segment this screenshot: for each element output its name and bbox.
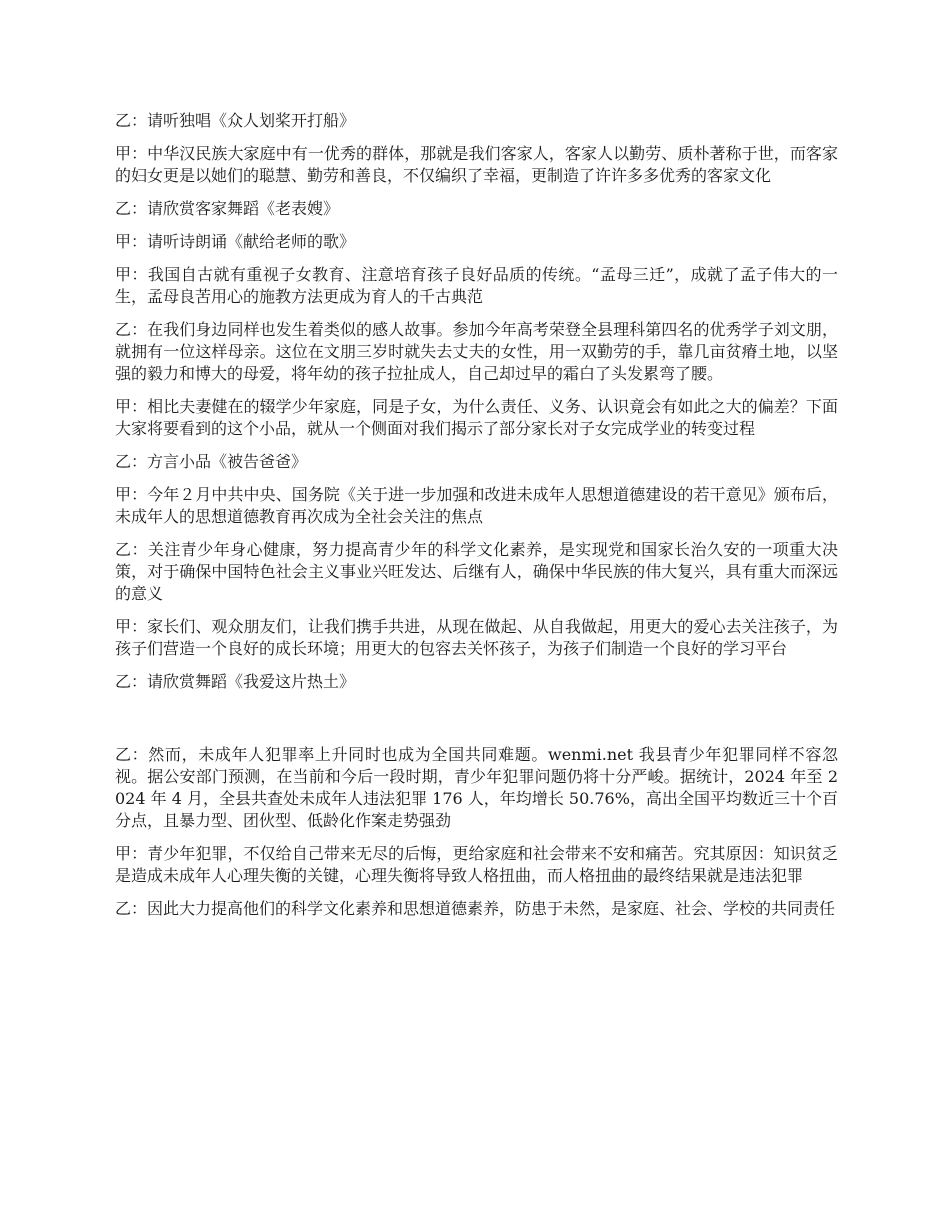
paragraph: 乙：请欣赏舞蹈《我爱这片热土》 — [115, 672, 356, 691]
document-body — [115, 110, 838, 931]
paragraph: 乙：在我们身边同样也发生着类似的感人故事。参加今年高考荣登全县理科第四名的优秀学子刘文朋，就拥有一位这样母亲。这位在文朋三岁时就失去丈夫的女性，用一双勤劳的手，靠几亩贫瘠土地，以坚强的毅力和博大的母爱，将年幼的孩子拉扯成人，自己却过早的霜白了头发累弯了腰。 — [115, 320, 838, 383]
paragraph: 乙：请听独唱《众人划桨开打船》 — [115, 111, 356, 130]
paragraph: 甲：青少年犯罪，不仅给自己带来无尽的后悔，更给家庭和社会带来不安和痛苦。究其原因：知识贫乏是造成未成年人心理失衡的关键，心理失衡将导致人格扭曲，而人格扭曲的最终结果就是违法犯罪 — [115, 844, 838, 885]
paragraph: 乙：关注青少年身心健康，努力提高青少年的科学文化素养，是实现党和国家长治久安的一项重大决策，对于确保中国特色社会主义事业兴旺发达、后继有人，确保中华民族的伟大复兴，具有重大而深远的意义 — [115, 540, 838, 603]
paragraph: 甲：相比夫妻健在的辍学少年家庭，同是子女，为什么责任、义务、认识竟会有如此之大的偏差？下面大家将要看到的这个小品，就从一个侧面对我们揭示了部分家长对子女完成学业的转变过程 — [115, 397, 838, 438]
paragraph: 甲：中华汉民族大家庭中有一优秀的群体，那就是我们客家人，客家人以勤劳、质朴著称于世，而客家的妇女更是以她们的聪慧、勤劳和善良，不仅编织了幸福，更制造了许许多多优秀的客家文化 — [115, 144, 838, 185]
paragraph: 乙：方言小品《被告爸爸》 — [115, 452, 308, 471]
paragraph: 乙：因此大力提高他们的科学文化素养和思想道德素养，防患于未然，是家庭、社会、学校的共同责任 — [115, 899, 836, 918]
paragraph: 甲：家长们、观众朋友们，让我们携手共进，从现在做起、从自我做起，用更大的爱心去关注孩子，为孩子们营造一个良好的成长环境；用更大的包容去关怀孩子，为孩子们制造一个良好的学习平台 — [115, 617, 838, 658]
section-gap — [115, 704, 838, 744]
paragraph: 甲：请听诗朗诵《献给老师的歌》 — [115, 232, 356, 251]
paragraph: 甲：今年２月中共中央、国务院《关于进一步加强和改进未成年人思想道德建设的若干意见》颁布后，未成年人的思想道德教育再次成为全社会关注的焦点 — [115, 485, 838, 526]
paragraph: 乙：请欣赏客家舞蹈《老表嫂》 — [115, 199, 340, 218]
paragraph: 乙：然而，未成年人犯罪率上升同时也成为全国共同难题。wenmi.net 我县青少年犯罪同样不容忽视。据公安部门预测，在当前和今后一段时期，青少年犯罪问题仍将十分严峻。据统计，2024 年至 2024 年 4 月，全县共查处未成年人违法犯罪 176 人，年均增长 50.76%，高出全国平均数近三十个百分点，且暴力型、团伙型、低龄化作案走势强劲 — [115, 745, 838, 830]
paragraph: 甲：我国自古就有重视子女教育、注意培育孩子良好品质的传统。“孟母三迁”，成就了孟子伟大的一生，孟母良苦用心的施教方法更成为育人的千古典范 — [115, 265, 838, 306]
